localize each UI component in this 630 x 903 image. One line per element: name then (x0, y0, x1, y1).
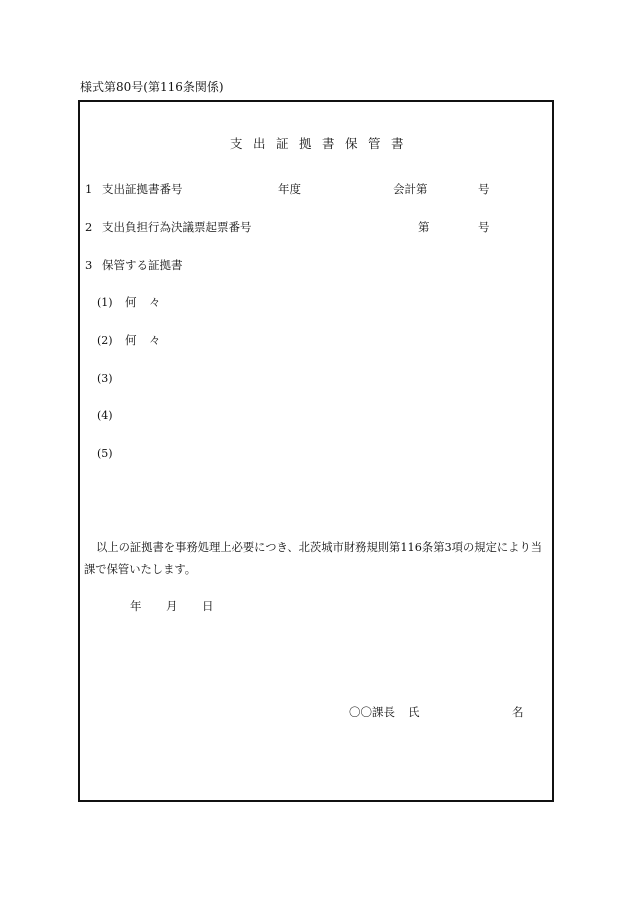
date-month: 月 (166, 599, 178, 613)
title-char: 保 (345, 136, 358, 151)
sub-item-number: (2) (97, 334, 113, 347)
sub-item-text: 何 (125, 333, 137, 347)
sub-item-text: 々 (149, 333, 161, 347)
title-char: 支 (230, 136, 243, 151)
accounting-label: 会計第 (393, 182, 428, 196)
dai-label: 第 (418, 220, 430, 234)
sub-item-number: (3) (97, 372, 113, 385)
statement-line-2: 課で保管いたします。 (84, 563, 197, 576)
section-chief-label: 〇〇課長 (349, 705, 395, 719)
item-label: 支出証拠書番号 (102, 182, 183, 196)
item-number: 1 (85, 182, 93, 196)
title-char: 出 (253, 136, 266, 151)
mei-label: 名 (512, 705, 524, 719)
date-year: 年 (130, 599, 142, 613)
form-frame (78, 100, 554, 802)
shi-label: 氏 (408, 705, 420, 719)
go-label: 号 (478, 220, 490, 234)
item-label: 保管する証拠書 (102, 258, 183, 272)
title-char: 管 (368, 136, 381, 151)
year-label: 年度 (278, 182, 301, 196)
title-char: 書 (391, 136, 404, 151)
sub-item-number: (4) (97, 409, 113, 422)
title-char: 拠 (299, 136, 312, 151)
sub-item-number: (1) (97, 296, 113, 309)
sub-item-text: 々 (149, 295, 161, 309)
item-number: 3 (85, 258, 93, 272)
title-char: 証 (276, 136, 289, 151)
date-day: 日 (202, 599, 214, 613)
item-number: 2 (85, 220, 93, 234)
sub-item-text: 何 (125, 295, 137, 309)
item-label: 支出負担行為決議票起票番号 (102, 220, 252, 234)
title-char: 書 (322, 136, 335, 151)
statement-line-1: 以上の証拠書を事務処理上必要につき、北茨城市財務規則第116条第3項の規定により当 (96, 541, 543, 554)
form-label: 様式第80号(第116条関係) (80, 80, 224, 94)
go-label: 号 (478, 182, 490, 196)
sub-item-number: (5) (97, 447, 113, 460)
